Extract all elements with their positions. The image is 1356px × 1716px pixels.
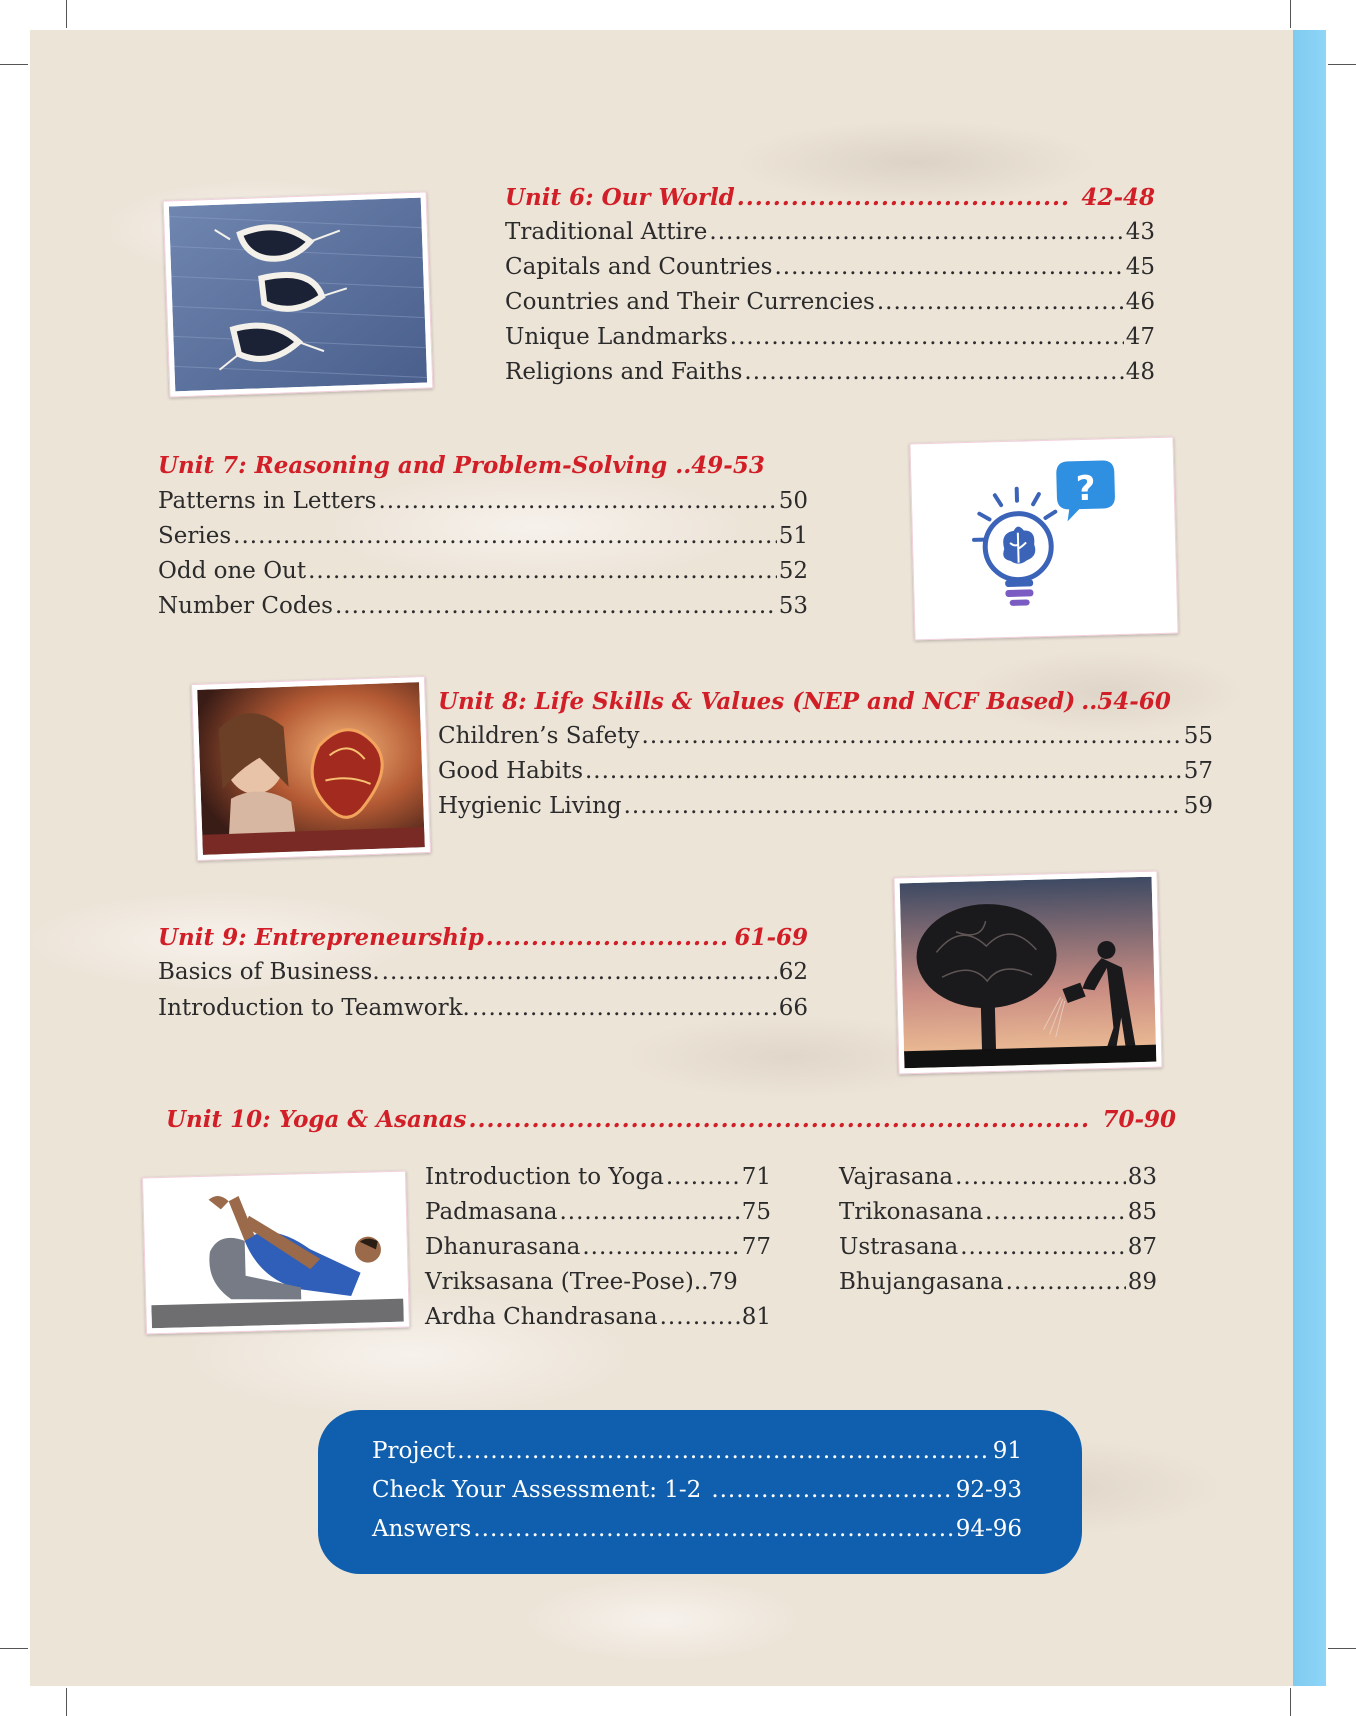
crop-mark — [66, 1688, 67, 1716]
toc-entry[interactable]: Introduction to Yoga ..... 71 — [425, 1160, 771, 1195]
toc-entry-assessment[interactable]: Check Your Assessment: 1-2 ..... 92-93 — [372, 1473, 1022, 1508]
toc-entry[interactable]: Bhujangasana ..... 89 — [839, 1265, 1157, 1300]
crop-mark — [1328, 1648, 1356, 1649]
toc-entry[interactable]: Capitals and Countries ..... 45 — [505, 250, 1155, 285]
toc-entry[interactable]: Good Habits ..... 57 — [438, 754, 1213, 789]
toc-entry[interactable]: Basics of Business. ..... 62 — [158, 955, 808, 990]
toc-entry[interactable]: Odd one Out ..... 52 — [158, 554, 808, 589]
toc-entry[interactable]: Ardha Chandrasana ..... 81 — [425, 1300, 771, 1335]
toc-entry-answers[interactable]: Answers ..... 94-96 — [372, 1512, 1022, 1547]
toc-entry[interactable]: Traditional Attire ..... 43 — [505, 215, 1155, 250]
crop-mark — [1328, 64, 1356, 65]
unit6-heading[interactable]: Unit 6: Our World ..... 42-48 — [505, 180, 1155, 215]
unit9-heading[interactable]: Unit 9: Entrepreneurship ..... 61-69 — [158, 920, 808, 955]
toc-entry-project[interactable]: Project ..... 91 — [372, 1434, 1022, 1469]
toc-entry[interactable]: Dhanurasana ..... 77 — [425, 1230, 771, 1265]
toc-entry[interactable]: Introduction to Teamwork. ..... 66 — [158, 991, 808, 1026]
unit10-heading[interactable]: Unit 10: Yoga & Asanas ..... 70-90 — [166, 1102, 1176, 1137]
unit8-heading[interactable]: Unit 8: Life Skills & Values (NEP and NCF Based) ..54-60 — [438, 688, 1171, 715]
yoga-dhanurasana-photo — [142, 1171, 410, 1335]
unit7-heading[interactable]: Unit 7: Reasoning and Problem-Solving ..49-53 — [158, 452, 765, 479]
toc-entry[interactable]: Countries and Their Currencies ..... 46 — [505, 285, 1155, 320]
crop-mark — [0, 1648, 28, 1649]
toc-entry[interactable]: Vajrasana ..... 83 — [839, 1160, 1157, 1195]
crop-mark — [1290, 0, 1291, 28]
crop-mark — [66, 0, 67, 28]
toc-entry[interactable]: Trikonasana ..... 85 — [839, 1195, 1157, 1230]
project-box — [318, 1410, 1082, 1574]
toc-entry[interactable]: Ustrasana ..... 87 — [839, 1230, 1157, 1265]
toc-entry[interactable]: Unique Landmarks ..... 47 — [505, 320, 1155, 355]
brain-tree-watering-photo — [893, 871, 1162, 1075]
toc-entry[interactable]: Hygienic Living ..... 59 — [438, 789, 1213, 824]
torn-denim-photo — [163, 191, 434, 397]
toc-entry[interactable]: Series ..... 51 — [158, 519, 808, 554]
toc-entry[interactable]: Patterns in Letters ..... 50 — [158, 484, 808, 519]
toc-entry[interactable]: Children’s Safety ..... 55 — [438, 719, 1213, 754]
toc-entry[interactable]: Religions and Faiths ..... 48 — [505, 355, 1155, 390]
toc-entry[interactable]: Vriksasana (Tree-Pose).. 79 — [425, 1269, 738, 1295]
svg-text:?: ? — [1075, 468, 1097, 510]
toc-entry[interactable]: Number Codes ..... 53 — [158, 589, 808, 624]
girl-heart-photo — [191, 676, 431, 861]
crop-mark — [0, 64, 28, 65]
toc-entry[interactable]: Padmasana ..... 75 — [425, 1195, 771, 1230]
lightbulb-brain-card — [909, 437, 1178, 641]
side-color-strip — [1293, 30, 1326, 1686]
crop-mark — [1290, 1688, 1291, 1716]
